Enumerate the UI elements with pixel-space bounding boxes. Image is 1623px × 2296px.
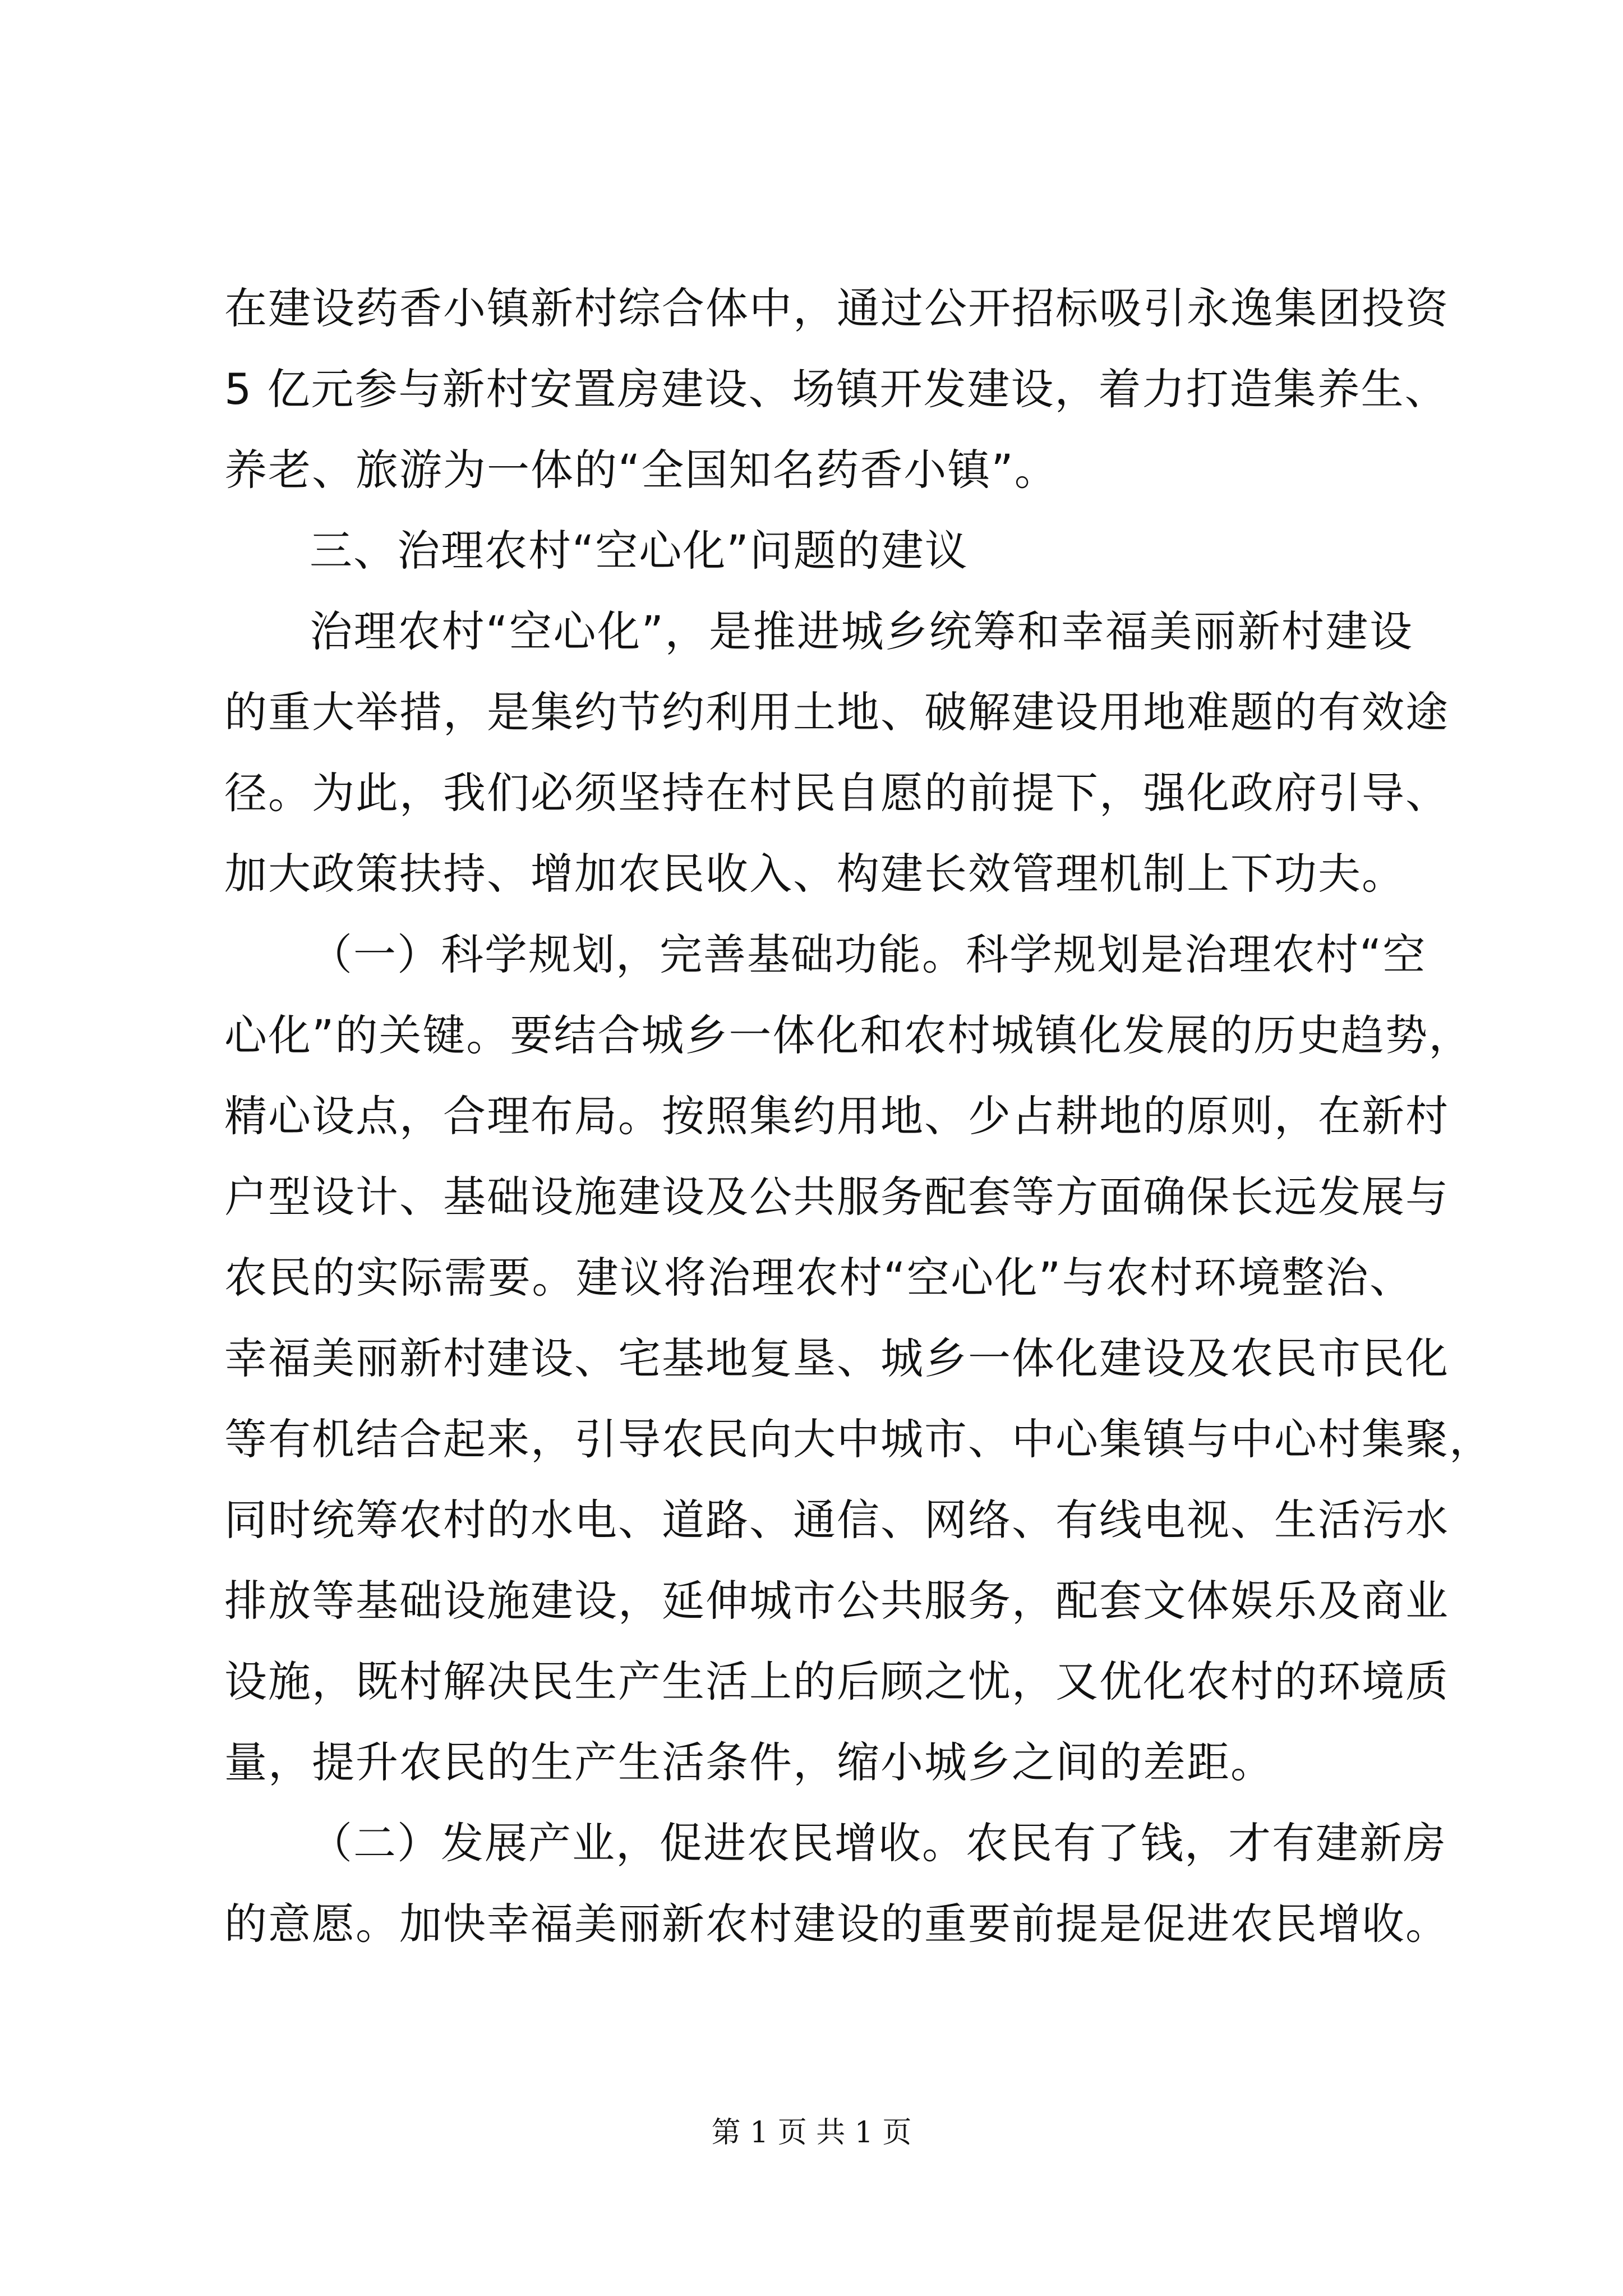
text-line: 加大政策扶持、增加农民收入、构建长效管理机制上下功夫。 — [224, 849, 1405, 899]
text-line: 的重大举措，是集约节约利用土地、破解建设用地难题的有效途 — [224, 687, 1449, 737]
text-line: 设施，既村解决民生产生活上的后顾之忧，又优化农村的环境质 — [224, 1657, 1449, 1706]
text-line: （二）发展产业，促进农民增收。农民有了钱，才有建新房 — [310, 1818, 1447, 1868]
text-line: 心化”的关键。要结合城乡一体化和农村城镇化发展的历史趋势， — [224, 1010, 1473, 1060]
text-line: （一）科学规划，完善基础功能。科学规划是治理农村“空 — [310, 930, 1427, 979]
page-number-label: 第 1 页 共 1 页 — [711, 2116, 912, 2150]
text-line: 农民的实际需要。建议将治理农村“空心化”与农村环境整治、 — [224, 1253, 1413, 1303]
text-line: 排放等基础设施建设，延伸城市公共服务，配套文体娱乐及商业 — [224, 1576, 1449, 1626]
paragraph — [224, 1803, 1449, 1964]
text-line: 户型设计、基础设施建设及公共服务配套等方面确保长远发展与 — [224, 1172, 1449, 1222]
paragraph — [224, 591, 1449, 914]
text-line: 精心设点，合理布局。按照集约用地、少占耕地的原则，在新村 — [224, 1091, 1449, 1141]
text-line: 量，提升农民的生产生活条件，缩小城乡之间的差距。 — [224, 1737, 1274, 1787]
text-line: 治理农村“空心化”，是推进城乡统筹和幸福美丽新村建设 — [310, 606, 1413, 656]
text-line: 5 亿元参与新村安置房建设、场镇开发建设，着力打造集养生、 — [224, 364, 1449, 414]
text-line: 幸福美丽新村建设、宅基地复垦、城乡一体化建设及农民市民化 — [224, 1333, 1449, 1383]
paragraph-continuation — [224, 268, 1449, 510]
text-line: 等有机结合起来，引导农民向大中城市、中心集镇与中心村集聚， — [224, 1414, 1493, 1464]
text-line: 的意愿。加快幸福美丽新农村建设的重要前提是促进农民增收。 — [224, 1899, 1449, 1949]
text-line: 径。为此，我们必须坚持在村民自愿的前提下，强化政府引导、 — [224, 768, 1449, 818]
heading-text: 三、治理农村“空心化”问题的建议 — [310, 526, 969, 576]
text-line: 养老、旅游为一体的“全国知名药香小镇”。 — [224, 445, 1058, 495]
section-heading — [224, 510, 1413, 591]
page-footer — [0, 2115, 1623, 2151]
document-body — [224, 268, 1493, 1964]
text-line: 在建设药香小镇新村综合体中，通过公开招标吸引永逸集团投资 — [224, 283, 1449, 333]
text-line: 同时统筹农村的水电、道路、通信、网络、有线电视、生活污水 — [224, 1495, 1449, 1545]
paragraph — [224, 914, 1493, 1803]
